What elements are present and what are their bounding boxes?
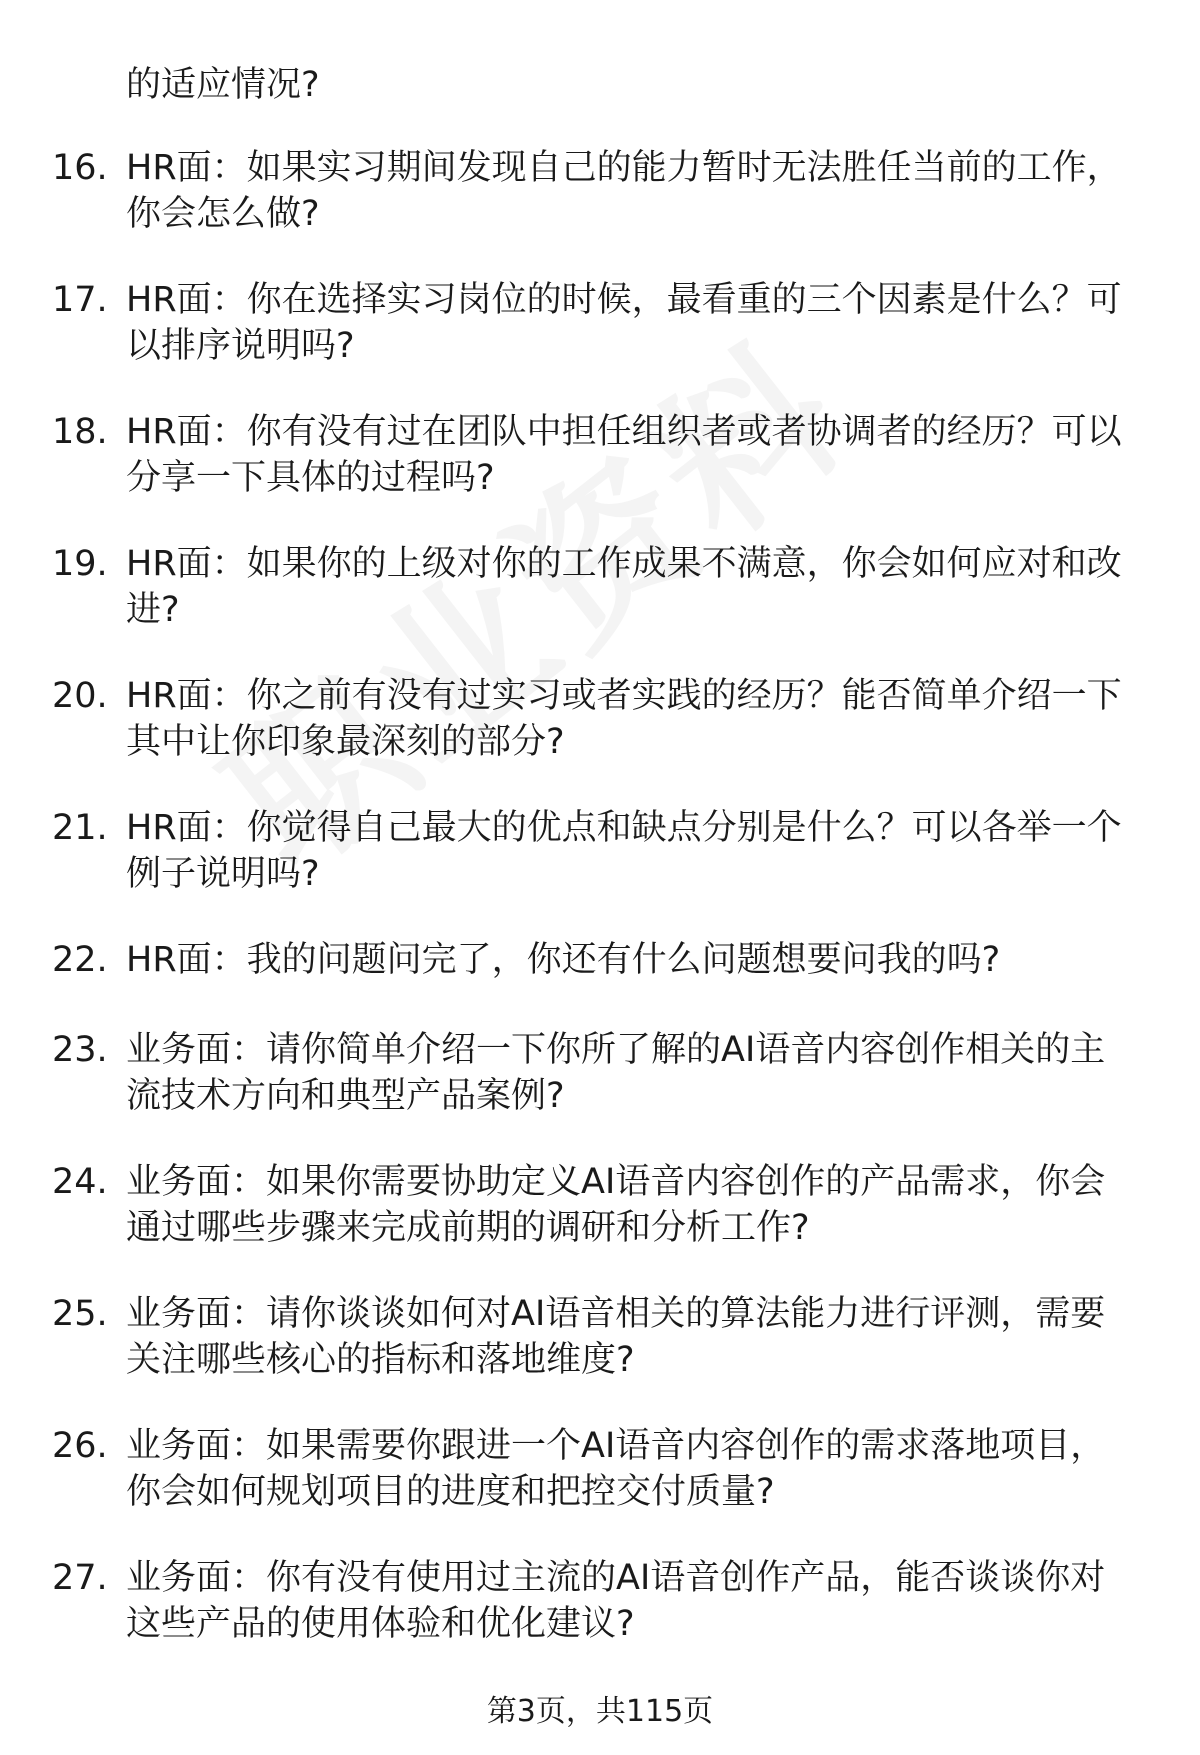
question-item-24 — [0, 1159, 1200, 1291]
continuation-line: 的适应情况? — [126, 65, 320, 105]
question-number: 16. — [52, 148, 108, 188]
question-text — [126, 937, 1166, 983]
question-text-line-2: 其中让你印象最深刻的部分? — [126, 722, 565, 762]
question-number: 25. — [52, 1294, 108, 1334]
question-text — [126, 1159, 1166, 1251]
question-text — [126, 1027, 1166, 1119]
question-text-line-2: 你会怎么做? — [126, 194, 320, 234]
question-text — [126, 277, 1166, 369]
question-text — [126, 805, 1166, 897]
question-text-line-2: 分享一下具体的过程吗? — [126, 458, 495, 498]
question-number: 22. — [52, 940, 108, 980]
question-text — [126, 541, 1166, 633]
question-text-line-2: 关注哪些核心的指标和落地维度? — [126, 1340, 635, 1380]
question-item-19 — [0, 541, 1200, 673]
question-number: 26. — [52, 1426, 108, 1466]
question-text-line-1: 业务面：请你简单介绍一下你所了解的AI语音内容创作相关的主 — [126, 1030, 1106, 1070]
question-text-line-1: HR面：你觉得自己最大的优点和缺点分别是什么？可以各举一个 — [126, 808, 1122, 848]
page-footer: 第3页，共115页 — [486, 1694, 714, 1729]
question-text — [126, 673, 1166, 765]
question-text — [126, 145, 1166, 237]
question-number: 24. — [52, 1162, 108, 1202]
question-text-line-1: HR面：如果你的上级对你的工作成果不满意，你会如何应对和改 — [126, 544, 1122, 584]
question-text-line-2: 通过哪些步骤来完成前期的调研和分析工作? — [126, 1208, 810, 1248]
question-text-line-1: 业务面：请你谈谈如何对AI语音相关的算法能力进行评测，需要 — [126, 1294, 1106, 1334]
question-text-line-2: 流技术方向和典型产品案例? — [126, 1076, 565, 1116]
question-text-line-1: 业务面：你有没有使用过主流的AI语音创作产品，能否谈谈你对 — [126, 1558, 1106, 1598]
question-item-21 — [0, 805, 1200, 937]
question-number: 19. — [52, 544, 108, 584]
question-item-25 — [0, 1291, 1200, 1423]
question-number: 17. — [52, 280, 108, 320]
question-text-line-1: HR面：你之前有没有过实习或者实践的经历？能否简单介绍一下 — [126, 676, 1122, 716]
question-text — [126, 1291, 1166, 1383]
question-item-22 — [0, 937, 1200, 1027]
question-text-line-2: 以排序说明吗? — [126, 326, 355, 366]
question-number: 20. — [52, 676, 108, 716]
question-number: 23. — [52, 1030, 108, 1070]
question-item-17 — [0, 277, 1200, 409]
question-list — [0, 145, 1200, 1687]
question-text-line-1: HR面：你有没有过在团队中担任组织者或者协调者的经历？可以 — [126, 412, 1122, 452]
question-text-line-2: 例子说明吗? — [126, 854, 320, 894]
question-text-line-2: 这些产品的使用体验和优化建议? — [126, 1604, 635, 1644]
question-item-26 — [0, 1423, 1200, 1555]
question-text-line-1: 业务面：如果你需要协助定义AI语音内容创作的产品需求，你会 — [126, 1162, 1106, 1202]
question-text-line-2: 进? — [126, 590, 180, 630]
question-text — [126, 409, 1166, 501]
question-text — [126, 1423, 1166, 1515]
question-number: 18. — [52, 412, 108, 452]
question-number: 27. — [52, 1558, 108, 1598]
question-text-line-2: 你会如何规划项目的进度和把控交付质量? — [126, 1472, 775, 1512]
question-item-18 — [0, 409, 1200, 541]
question-item-20 — [0, 673, 1200, 805]
question-item-23 — [0, 1027, 1200, 1159]
question-text-line-1: HR面：你在选择实习岗位的时候，最看重的三个因素是什么？可 — [126, 280, 1122, 320]
question-item-27 — [0, 1555, 1200, 1687]
question-text-line-1: HR面：如果实习期间发现自己的能力暂时无法胜任当前的工作， — [126, 148, 1122, 188]
question-text — [126, 1555, 1166, 1647]
question-number: 21. — [52, 808, 108, 848]
question-item-16 — [0, 145, 1200, 277]
question-text-line-1: 业务面：如果需要你跟进一个AI语音内容创作的需求落地项目， — [126, 1426, 1106, 1466]
question-text-line-1: HR面：我的问题问完了，你还有什么问题想要问我的吗? — [126, 940, 1001, 980]
